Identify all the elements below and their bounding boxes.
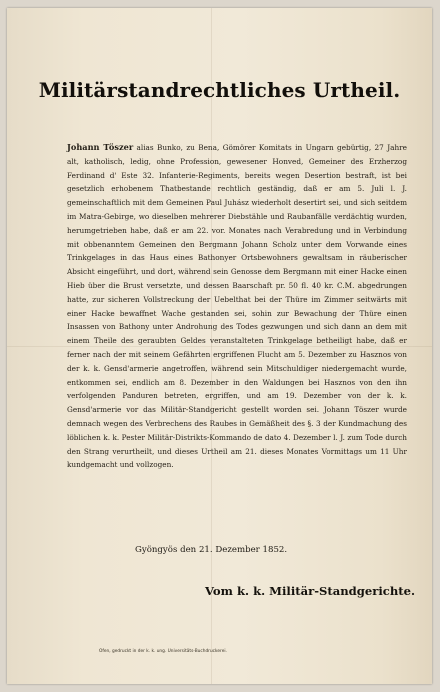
poster-sheet — [7, 8, 432, 684]
issuing-authority: Vom k. k. Militär-Standgerichte. — [205, 584, 416, 598]
printer-imprint: Ofen, gedruckt in der k. k. ung. Universitäts-Buchdruckerei. — [99, 649, 227, 654]
verdict-body — [67, 141, 407, 472]
verdict-lead-name: Johann Töszer — [67, 142, 134, 152]
date-line: Gyöngyös den 21. Dezember 1852. — [135, 545, 288, 555]
document-title: Militärstandrechtliches Urtheil. — [38, 78, 401, 102]
verdict-text: alias Bunko, zu Bena, Gömörer Komitats in Ungarn gebürtig, 27 Jahre alt, katholisch, ledig, ohne Profession, gewesener Honved, Gemeiner des Erzherzog Ferdinand d' Este 32. Infanterie-Regiments, bereits wegen Desertion bestraft, ist bei gesetzlich erhobenem Thatbestande rechtlich geständig, daß er am 5. Juli l. J. gemeinschaftlich mit dem Gemeinen Paul Juhász wiederholt desertirt sei, und sich seitdem im Matra-Gebirge, wo dieselben mehrerer Diebstähle und Raubanfälle verdächtig wurden, herumgetrieben habe, daß er am 22. vor. Monates nach Verabredung und in Verbindung mit obbenanntem Gemeinen den Bergmann Johann Scholz unter dem Vorwande eines Trinkgelages in das Haus eines Bathonyer Ortsbewohners gewaltsam in räuberischer Absicht eingeführt, und dort, während sein Genosse dem Bergmann mit einer Hacke einen Hieb über die Brust versetzte, und dessen Baarschaft pr. 50 fl. 40 kr. C.M. abgedrungen hatte, zur sicheren Vollstreckung der Uebelthat bei der Thüre im Zimmer seitwärts mit einer Hacke bewaffnet Wache gestanden sei, sohin zur Bewachung der Thüre einen Insassen von Bathony unter Androhung des Todes gezwungen und sich dann an dem mit einem Theile des geraubten Geldes veranstalteten Trinkgelage betheiligt habe, daß er ferner nach der mit seinem Gefährten ergriffenen Flucht am 5. Dezember zu Hasznos von der k. k. Gensd'armerie angetroffen, während sein Mitschuldiger niedergemacht wurde, entkommen sei, endlich am 8. Dezember in den Waldungen bei Hasznos von den ihn verfolgenden Panduren betreten, ergriffen, und am 19. Dezember von der k. k. Gensd'armerie vor das Militär-Standgericht gestellt worden sei. Johann Töszer wurde demnach wegen des Verbrechens des Raubes in Gemäßheit des §. 3 der Kundmachung des löblichen k. k. Pester Militär-Distrikts-Kommando de dato 4. Dezember l. J. zum Tode durch den Strang verurtheilt, und dieses Urtheil am 21. dieses Monates Vormittags um 11 Uhr kundgemacht und vollzogen. — [67, 143, 407, 470]
